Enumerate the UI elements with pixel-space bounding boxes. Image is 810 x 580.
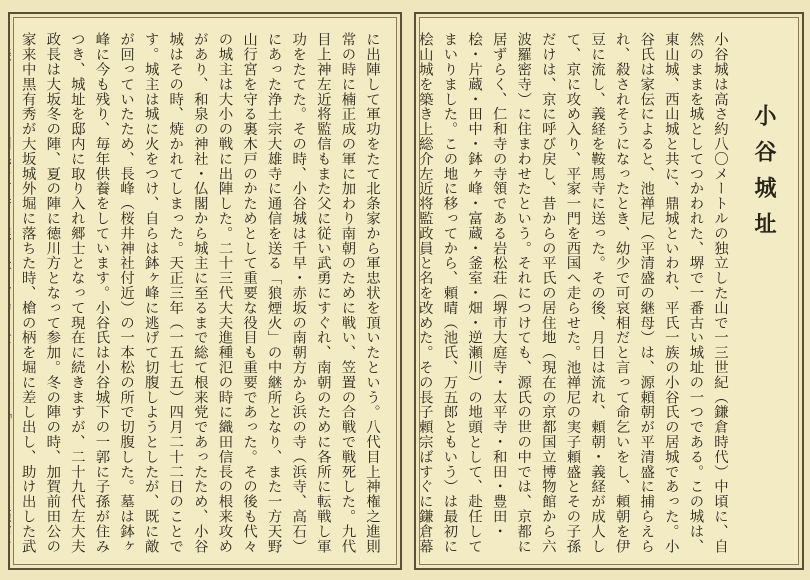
left-text-panel bbox=[8, 12, 402, 570]
history-intro-text: 小谷城は高さ約八〇メートルの独立した山で一三世紀（鎌倉時代）中頃に、自然のままを城としてつかわれた、堺で一番古い城址の一つである。この城は、東山城、西山城と共に、鼎城といわれ、平氏一族の小谷氏の居城であった。小谷氏は家伝によると、池禅尼（平清盛の継母）は、源頼朝が平清盛に捕らえられ、殺されそうになったとき、幼少で可哀相だと言って命乞いをし、頼朝を伊豆に流し、義経を鞍馬寺に送った。その後、月日は流れ、頼朝・義経が成人して、京に攻め入り、平家一門を西国へ走らせた。池禅尼の実子頼盛とその子孫だけは、京に呼び戻し、昔からの平氏の居住地（現在の京都国立博物館から六波羅密寺）に住まわせたという。それにつけても、源氏の世の中では、京都に居ずらく、仁和寺の寺領である岩松荘（堺市大庭寺・太平寺・和田・豊田・桧・片蔵・田中・鉢ヶ峰・富蔵・釜室・畑・逆瀬川）の地頭として、赴任してまいりました。この地に移ってから、頼晴（池氏、万五郎ともいう）は最初に桧山城を築き上総介左近将監政員と名を改めた。その長子頼宗ばすぐに鎌倉幕 bbox=[416, 32, 728, 554]
page-title: 小谷城址 bbox=[751, 104, 777, 248]
right-text-panel bbox=[414, 12, 804, 570]
history-continuation-text: に出陣して軍功をたて北条家から軍忠状を頂いたという。八代目上神権之進則常の時に楠正成の軍に加わり南朝のために戦い、笠置の合戦で戦死した。九代目上神左近将監信もまた父に従い武勇にすぐれ、南朝のために各所に転戦し軍功をたてた。その時、小谷城は千早・赤坂の南朝方から浜の寺（浜寺、高石）にあった浄土宗大雄寺に通信を送る「狼煙火」の中継所となり、また一方天野山行宮を守る裏木戸のかためとして重要な役目も重要であった。その後も代々の城主は大小の戦に出陣した。二十三代大夫進種氾の時に織田信長の根来攻めがあり、和泉の神社・仏閣から城主に至るまで総て根来党であったため、小谷城はその時、焼かれてしまった。天正三年（一五七五）四月二十二日のことです。城主は城に火をつけ、自らは鉢ヶ峰に逃げて切腹しようとしたが、既に敵が回っていたため、長峰（桜井神社付近）の一本松の所で切腹した。墓は鉢ヶ峰に今も残り、毎年供養をしています。小谷氏は小谷城下の一郭に子孫が住みつき、城址を邸内に取り入れ郷士となって現在に続きますが、二十九代左大夫政長は大坂冬の陣、夏の陣に徳川方となって参加。冬の陣の時、加賀前田公の家来中黒有秀が大坂城外堀に落ちた時、槍の柄を堀に差し出し、助け出した武 bbox=[19, 32, 380, 554]
